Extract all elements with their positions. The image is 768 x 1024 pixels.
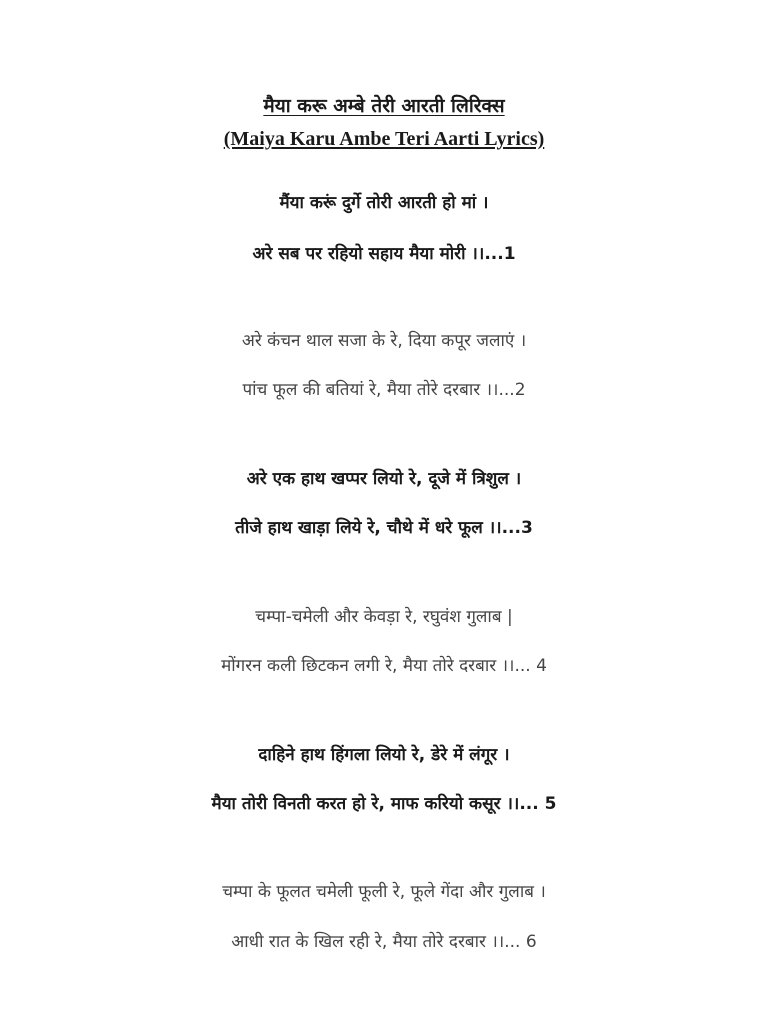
verse-2-line-1: अरे कंचन थाल सजा के रे, दिया कपूर जलाएं । <box>241 331 527 351</box>
verse-4-line-2: मोंगरन कली छिटकन लगी रे, मैया तोरे दरबार ।।... 4 <box>221 656 547 676</box>
title-hindi: मैया करू अम्बे तेरी आरती लिरिक्स <box>263 95 505 117</box>
verse-6-line-1: चम्पा के फूलत चमेली फूली रे, फूले गेंदा और गुलाब । <box>222 882 546 902</box>
verse-3-line-1: अरे एक हाथ खप्पर लियो रे, दूजे में त्रिशुल । <box>246 469 522 489</box>
verse-4-line-1: चम्पा-चमेली और केवड़ा रे, रघुवंश गुलाब | <box>255 607 513 627</box>
verse-1-line-2: अरे सब पर रहियो सहाय मैया मोरी ।।...1 <box>252 244 516 264</box>
title-english: (Maiya Karu Ambe Teri Aarti Lyrics) <box>223 128 545 150</box>
verse-5-line-2: मैया तोरी विनती करत हो रे, माफ करियो कसूर ।।... 5 <box>211 794 557 814</box>
verse-3-line-2: तीजे हाथ खाड़ा लिये रे, चौथे में धरे फूल ।।...3 <box>235 518 533 538</box>
verse-2-line-2: पांच फूल की बतियां रे, मैया तोरे दरबार ।।...2 <box>242 380 526 400</box>
verse-5-line-1: दाहिने हाथ हिंगला लियो रे, डेरे में लंगूर । <box>258 745 510 765</box>
verse-1-line-1: मैंया करूं दुर्गे तोरी आरती हो मां । <box>279 193 489 213</box>
verse-6-line-2: आधी रात के खिल रही रे, मैया तोरे दरबार ।।... 6 <box>231 932 537 952</box>
